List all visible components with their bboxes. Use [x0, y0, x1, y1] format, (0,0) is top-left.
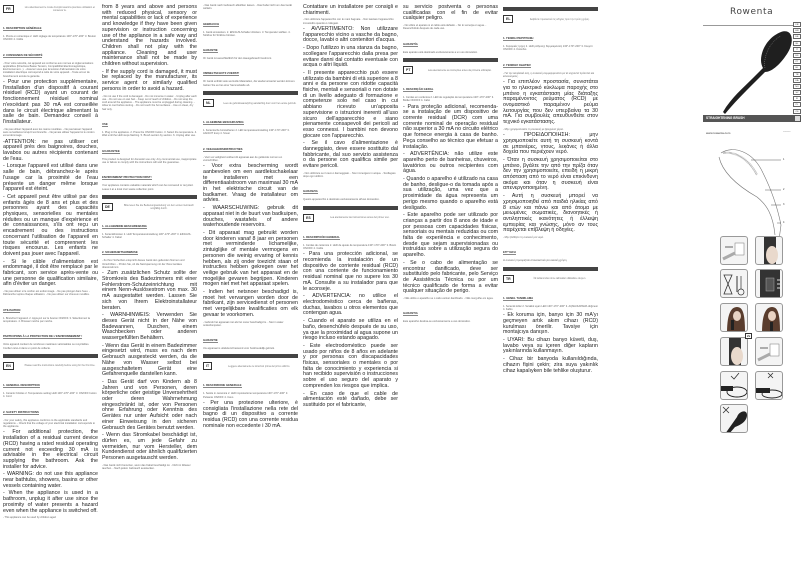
section-heading: 2. SICHERHEITSHINWEISE [102, 250, 138, 255]
safety-warning-paragraph: - Cuando el aparato se utiliza en el baño, desenchúfelo después de su uso, ya que la proximidad al agua supone un riesgo incluso estando apagado. [303, 318, 398, 342]
section-divider-bar [3, 354, 98, 358]
language-section-header [3, 362, 98, 370]
section-divider-bar [403, 58, 498, 62]
section-divider-bar [303, 206, 398, 210]
section-heading: 1. ALGEMENE BESCHRIJVING [203, 120, 244, 125]
section-divider-bar [203, 91, 298, 95]
fine-print-paragraph: - Das Gerät nach Gebrauch abkühlen lassen. - Das Kabel nicht um das Gerät wickeln. [203, 4, 292, 11]
safety-warning-paragraph: - Ek koruma için, banyo için 30 mA'yı geçmeyen artık akım cihazı (RCD) kurulması önerilir. Tavsiye için montajcıya danışın. [503, 312, 598, 336]
safety-warning-paragraph: - Il presente apparecchio può essere utilizzato da bambini di età superiore a 8 anni e da persone con ridotte capacità fisiche, mentali e sensoriali o non dotate di un livello adeguato di formazione e competenze solo nel caso in cui abbiano ricevuto un'apposita supervisione o istruzioni inerenti all'uso sicuro dell'apparecchio e siano pienamente consapevoli dei pericoli ad esso connessi. I bambini non devono giocare con l'apparecchio. [303, 69, 398, 139]
part-label: 1 [783, 158, 785, 161]
read-instructions-note: İlk kullanımdan önce talimatları dikkatlice okuyun. [533, 277, 587, 281]
do-not-touch-bristles-icon [720, 404, 748, 433]
language-tab[interactable]: IT [793, 47, 801, 52]
language-code: ES [303, 214, 314, 222]
cord-storage-correct-icon [720, 371, 748, 400]
safety-warning-paragraph: - If the supply cord is damaged, it must be replaced by the manufacturer, its service agent or similarly qualified persons in order to avoid a hazard. [102, 68, 197, 92]
section-heading: ENVIRONMENT PROTECTION FIRST! [102, 175, 152, 180]
safety-warning-paragraph: - Este aparelho pode ser utilizado por crianças a partir dos 8 anos de idade e por pessoas com capacidades físicas, sensoriais ou mentais reduzidas ou com falta de experiência e conhecimento, desde que sejam supervisionadas ou instruídas sobre a utilização segura do aparelho. [403, 212, 498, 259]
read-instructions-note: Lees de gebruiksaanwijzing aandachtig door voor het eerste gebruik. [223, 101, 297, 105]
fine-print-paragraph: 1. Cerdas em cerâmica 2. LED de regulação de temperatura 130°-170°-200° 3. Botão ON/OFF 4. Cabo [403, 96, 494, 103]
unplug-icon [755, 337, 783, 366]
brush-parts-diagram [713, 145, 793, 240]
section-heading: 2. CONSIGNES DE SÉCURITÉ [3, 52, 43, 57]
section-heading: 1. DESCRIPTION GÉNÉRALE [3, 26, 42, 30]
language-section-header [102, 203, 197, 211]
safety-warning-paragraph: from 8 years and above and persons with reduced physical, sensory or mental capabilities or lack of experience and knowledge if they have been given supervision or instruction concerning use of the appliance in a safe way and understand the hazards involved. Children shall not play with the appliance. Cleaning and user maintenance shall not be made by children without supervision. [102, 4, 197, 68]
safety-warning-paragraph: - ΠΡΟΕΙΔΟΠΟΙΗΣΗ: μην χρησιμοποιείτε αυτή τη συσκευή κοντά σε μπανιέρες, ντους, λεκάνες ή άλλα δοχεία που περιέχουν νερό. [503, 132, 598, 156]
safety-warning-paragraph: - Das Gerät darf von Kindern ab 8 Jahren und von Personen, deren körperliche oder geistige Unversehrtheit oder deren Wahrnehmung eingeschränkt ist, oder von Personen ohne Erfahrung oder Kenntnis des Gerätes nur unter Aufsicht oder nach einer Einweisung in den sicheren Gebrauch des Gerätes benutzt werden. [102, 378, 197, 431]
section-heading: GARANTIA [403, 311, 418, 316]
part-label: 4 [783, 221, 785, 224]
safety-warning-paragraph: - Para proteção adicional, recomenda-se a instalação de um dispositivo de corrente residual (DCR) com uma corrente nominal de operação residual não superior a 30 mA no circuito elétrico que fornece energia à casa de banho. Peça conselho ao técnico que efetuar a instalação. [403, 103, 498, 150]
fine-print-paragraph: - Για την ασφάλειά σας, η συσκευή συμμορφώνεται με τα ισχύοντα πρότυπα και κανονισμούς. [503, 71, 595, 78]
safety-warning-paragraph: - Pour une protection supplémentaire, l'installation d'un dispositif à courant résiduel (RCD) ayant un courant de fonctionnement résiduel nominal n'excédant pas 30 mA est conseillée dans le circuit électrique alimentant la salle de bain. Demandez conseil à l'installateur. [3, 79, 98, 125]
safety-warning-paragraph: - For additional protection, the installation of a residual current device (RCD) having a rated residual operating current not exceeding 30 mA is advisable in the electrical circuit supplying the bathroom. Ask the installer for advice. [3, 429, 98, 470]
language-tab[interactable]: PL [793, 102, 801, 107]
fine-print-paragraph: 1. Branchez l'appareil. 2. Appuyez sur le bouton ON/OFF. 3. Sélectionnez la température. 4. Brossez mèche par mèche. [3, 316, 91, 324]
section-heading: GARANZIA [303, 189, 318, 194]
safety-warning-paragraph: - Se o cabo de alimentação se encontrar danificado, deve ser substituído pelo fabricante, pelo Serviço de Assistência Técnica ou por um técnico qualificado de forma a evitar qualquer situação de perigo. [403, 259, 498, 295]
language-code: TR [503, 275, 514, 283]
safety-warning-paragraph: - Lorsque l'appareil est utilisé dans une salle de bain, débranchez-le après l'usage car la proximité de l'eau présente un danger même lorsque l'appareil est éteint. [3, 163, 98, 193]
safety-warning-paragraph: - Όταν η συσκευή χρησιμοποιείται στο μπάνιο, βγάλτε την από την πρίζα όταν δεν την χρησιμοποιείτε, επειδή η μικρή απόσταση από το νερό είναι επικίνδυνη ακόμα και όταν η συσκευή είναι απενεργοποιημένη. [503, 156, 598, 192]
fine-print-paragraph: Ihr Gerät ist ausschließlich für den Hausgebrauch bestimmt. [203, 57, 272, 61]
safety-warning-paragraph: - ADVERTÊNCIA: não utilize este aparelho perto de banheiras, chuveiros, lavatórios ou outros recipientes com água. [403, 151, 498, 175]
safety-warning-paragraph: - When the appliance is used in a bathroom, unplug it after use since the proximity of water presents a hazard even when the appliance is switched off. [3, 490, 98, 514]
safety-warning-paragraph: - Si le câble d'alimentation est endommagé, il doit être remplacé par le fabricant, son service après-vente ou une personne de qualification similaire, afin d'éviter un danger. [3, 258, 98, 288]
language-section-header [503, 15, 598, 23]
fine-print-paragraph: - Ne pas utiliser si le cordon est endommagé. - Ne pas plonger dans l'eau. - Débrancher après chaque utilisation. - Ne pas utiliser sur cheveux mouillés. [3, 290, 90, 297]
text-column [3, 3, 98, 563]
language-code: IT [203, 362, 212, 370]
section-heading: UMWELTSCHUTZ ZUERST! [203, 71, 240, 76]
press-twice-badge: 2x [747, 334, 751, 338]
fine-print-paragraph: Uw apparaat is uitsluitend bestemd voor huishoudelijk gebruik. [203, 347, 275, 351]
read-instructions-note: Leia atentamente as instruções antes da primeira utilização. [427, 68, 492, 72]
section-heading: GARANTÍA [403, 41, 418, 46]
section-heading: GEBRAUCH [203, 21, 220, 26]
text-column [203, 3, 298, 563]
fine-print-paragraph: 1. Keramische borstelharen 2. LED temperatuurinstelling 130°-170°-200° 3. AAN/UIT knop 4. Snoer [203, 129, 290, 136]
fine-print-paragraph: Votre appareil contient de nombreux matériaux valorisables ou recyclables. Confiez celui-ci dans un point de collecte. [3, 343, 90, 350]
cover-page [703, 0, 802, 566]
safety-warning-paragraph: - Dopo l'utilizzo in una stanza da bagno, scollegare l'apparecchio dalla presa per evitare danni dal contatto eventuale con acqua o altri liquidi. [303, 45, 398, 69]
safety-warning-paragraph: - ADVERTENCIA: no utilice el electrodoméstico cerca de bañeras, duchas, lavabos u otros elementos que contengan agua. [303, 293, 398, 317]
section-heading: 1. DESCRIPCIÓN GENERAL [303, 234, 340, 239]
language-tab[interactable]: ES [793, 53, 801, 58]
safety-warning-paragraph: - Dit apparaat mag gebruikt worden door kinderen vanaf 8 jaar en personen met verminderde lichamelijke, zintuiglijke of mentale vermogens en personen die weinig ervaring of kennis hebben, als zij onder toezicht staan of instructies hebben gekregen over het veilige gebruik van het apparaat en de mogelijke gevaren begrijpen. Kinderen mogen niet met het apparaat spelen. [203, 230, 298, 288]
safety-warning-paragraph: - Para una protección adicional, se recomienda la instalación de un dispositivo de corriente residual (RCD) con una corriente de funcionamiento residual nominal que no supere los 30 mA. Consulte a su instalador para que le aconseje. [303, 251, 398, 292]
read-instructions-note: Leggere attentamente le istruzioni prima del primo utilizzo. [228, 364, 290, 368]
section-heading: 1. GENEL TANIMLAMA [503, 295, 534, 300]
safety-warning-paragraph: - Quando o aparelho é utilizado na casa de banho, desligue-o da tomada após a sua utilização, uma vez que a proximidade da água representa um perigo mesmo quando o aparelho está desligado. [403, 176, 498, 211]
safety-warning-paragraph: - WARNHINWEIS: Verwenden Sie dieses Gerät nicht in der Nähe von Badewannen, Duschen, einem Waschbecken oder anderen wassergefüllten Behältern. [102, 312, 197, 342]
read-instructions-note: Διαβάστε προσεκτικά τις οδηγίες πριν την πρώτη χρήση. [529, 17, 590, 21]
fine-print-paragraph: Η συσκευή προορίζεται αποκλειστικά για οικιακή χρήση. [503, 259, 568, 263]
fine-print-paragraph: Este aparelho destina-se exclusivamente a uso doméstico. [403, 320, 471, 324]
safety-warning-paragraph: -ATTENTION: ne pas utiliser cet appareil près des baignoires, douches, lavabos ou autres récipients contenant de l'eau. [3, 138, 98, 162]
fine-print-paragraph: 1. Cerdas de cerámica 2. LED de ajuste de temperatura 130°-170°-200° 3. Botón ON/OFF 4. Cable [303, 243, 397, 251]
language-tab[interactable]: TR [793, 72, 801, 77]
fine-print-paragraph: 1. Picots en céramique 2. LED réglage de température 130°-170°-200° 3. Bouton ON/OFF 4. Câble [3, 35, 97, 42]
plug-in-icon [720, 236, 748, 265]
language-tab[interactable]: SV [793, 90, 801, 95]
press-power-off-icon [720, 337, 748, 366]
section-heading: 2. VEILIGHEIDSINSTRUCTIES [203, 146, 243, 151]
section-heading: GUARANTEE [102, 148, 120, 153]
safety-warning-paragraph: - Indien het netsnoer beschadigd is, moet het vervangen worden door de fabrikant, zijn servicedienst of personen met vergelijkbare kwalificaties om elk gevaar te voorkomen. [203, 289, 298, 318]
fine-print-paragraph: - Non utilizzare se il cavo è danneggiato. - Non immergere in acqua. - Scollegare dopo ogni utilizzo. [303, 171, 396, 179]
section-heading: 1. GENERAL DESCRIPTION [3, 382, 40, 387]
read-instructions-note: Bitte lesen Sie die Bedienungsanleitung vor dem ersten Gebrauch sorgfältig durch. [123, 203, 194, 210]
fine-print-paragraph: 1. Setole in ceramica 2. LED impostazione temperatura 130°-170°-200° 3. Pulsante ON/OFF 4. Cavo [203, 392, 289, 399]
read-instructions-note: Lire attentivement le mode d'emploi avant la première utilisation et conserver le. [24, 6, 95, 12]
straightening-brush-image [713, 28, 793, 114]
fine-print-paragraph: - For your safety, this appliance conforms to the applicable standards and regulations. - Check that the voltage of your electrical installation corresponds to the appliance. [3, 418, 95, 429]
fine-print-paragraph: - This appliance can be used by children aged [3, 516, 56, 520]
fine-print-paragraph: 1. Seramik kıllar 2. Sıcaklık ayarı LED 130°-170°-200° 3. AÇMA/KAPAMA düğmesi 4. Kablo [503, 304, 598, 311]
read-instructions-note: Lea atentamente las instrucciones antes del primer uso. [330, 216, 390, 220]
section-heading: ΕΓΓΥΗΣΗ [503, 250, 516, 255]
section-heading: UTILISATION [3, 307, 21, 312]
safety-warning-paragraph: - WARNING: do not use this appliance near bathtubs, showers, basins or other vessels containing water. [3, 471, 98, 489]
section-heading: 1. DESCRIÇÃO GERAL [403, 87, 434, 91]
read-instructions-note: Please read the instructions carefully before using for the first time. [24, 364, 96, 368]
safety-warning-paragraph: - Voor extra bescherming wordt aanbevolen om een aardlekschakelaar te installeren met een differentiaalstroom van maximaal 30 mA in het elektrische circuit van de badkamer. Vraag de installateur om advies. [203, 163, 298, 204]
fine-print-paragraph: - Pour votre sécurité, cet appareil est conforme aux normes et réglementations applicables (Directives Basse Tension, Compatibilité Electromagnétique, Environnement...). - Assurez-vous que la tension d'alimentation de votre installation électrique correspond à celle de votre appareil. - Toute erreur de branchement annule la garantie. [3, 61, 94, 78]
section-heading: 1. ALLGEMEINE BESCHREIBUNG [102, 223, 147, 228]
website-link[interactable]: www.rowenta.com [706, 131, 731, 135]
section-heading: GARANTIE [203, 338, 218, 343]
safety-warning-paragraph: - Για επιπλέον προστασία, συνιστάται για το ηλεκτρικό κύκλωμα παροχής στο μπάνιο η εγκατάσταση μίας διάταξης παραμένοντος ρεύματος (RCD) με ονομαστικό παραμένον ρεύμα λειτουργίας που δεν υπερβαίνει τα 30 mA. Για συμβουλές απευθυνθείτε στον τεχνικό εγκατάστασης. [503, 79, 598, 126]
language-code: EL [503, 15, 513, 23]
fine-print-paragraph: This product is designed for domestic use only. Any commercial use, inappropriate use or failure to comply with the instructions will void the guarantee. [102, 157, 197, 164]
press-power-button-icon [755, 236, 783, 265]
text-column [303, 3, 398, 563]
safety-warning-paragraph: - Este electrodoméstico puede ser usado por niños de 8 años en adelante y por personas con discapacidades físicas, sensoriales o mentales o por falta de conocimiento y experiencia si han recibido supervisión o instrucciones sobre el uso seguro del aparato y comprenden los riesgos que implica. [303, 342, 398, 389]
text-column [503, 3, 598, 563]
language-code: NL [203, 99, 214, 107]
fine-print-paragraph: Questo apparecchio è destinato esclusivamente all'uso domestico. [303, 198, 380, 202]
section-heading: 1. ΓΕΝΙΚΗ ΠΕΡΙΓΡΑΦΗ [503, 36, 534, 40]
language-code: DE [102, 203, 113, 211]
wait-heat-up-icon [720, 269, 748, 298]
safety-warning-paragraph: - AVVERTIMENTO: Non utilizzare l'apparecchio vicino a vasche da bagno, docce, lavabi o altri contenitori d'acqua. [303, 26, 398, 44]
fine-print-paragraph: - Do not use if the cord is damaged. - Do not immerse in water. - Unplug after each use. - Do not use on wet hair. - Keep out of reach of children. - Do not wrap the cord around the appliance. - The appliance must be unplugged during cleaning. - Allow to cool before storing. - Do not touch the hot surfaces. - Use on clean, dry hair only. [102, 94, 197, 111]
safety-warning-paragraph: - UYARI: Bu cihazı banyo küveti, duş, lavabo veya su içeren diğer kapların yakınlarında kullanmayın. [503, 337, 598, 355]
safety-warning-paragraph: su servicio postventa o personas cualificadas con el fin de evitar cualquier peligro. [403, 4, 498, 22]
language-section-header [3, 5, 98, 13]
brushing-hair-finish-icon [755, 303, 783, 332]
language-tab[interactable]: NL [793, 41, 801, 46]
fine-print-paragraph: - Voor uw veiligheid voldoet dit apparaat aan de geldende normen en voorschriften. [203, 155, 283, 162]
divider [703, 25, 793, 26]
part-label: 2 [783, 188, 785, 191]
fine-print-paragraph: - Non utilizzare l'apparecchio con le mani bagnate. - Non lasciare l'apparecchio incustodito quando è collegato. [303, 18, 394, 25]
fine-print-paragraph: 1. Ceramic bristles 2. Temperature setting LED 130°-170°-200° 3. ON/OFF button 4. Cord [3, 391, 97, 399]
fine-print-paragraph: - Não utilize o aparelho se o cabo estiver danificado. - Não mergulhe em água. [403, 297, 494, 301]
document-code: ▭▭▭▭ [783, 131, 791, 133]
language-section-header [503, 275, 598, 283]
language-tab[interactable]: EN [793, 28, 801, 33]
safety-warning-paragraph: - En caso de que el cable de alimentación esté dañado, debe ser sustituido por el fabricante, [303, 390, 398, 408]
temperature-led-icon [755, 269, 783, 298]
language-section-header [203, 362, 298, 370]
fine-print-paragraph: Your appliance contains valuable materials which can be recovered or recycled. Leave it at a local civic waste collection point. [102, 184, 194, 191]
language-section-header [303, 214, 398, 222]
fine-print-paragraph: - Μην χρησιμοποιείτε τη συσκευή με βρεγμένα χέρια. [503, 127, 564, 131]
fine-print-paragraph: 1. Κεραμικές τρίχες 2. LED ρύθμισης θερμοκρασίας 130°-170°-200° 3. Κουμπί ON/OFF 4. Καλώδιο [503, 45, 593, 52]
safety-warning-paragraph: Contattare un installatore per consigli e chiarimenti. [303, 4, 398, 16]
fine-print-paragraph: - Das Gerät nicht benutzen, wenn das Kabel beschädigt ist. - Nicht in Wasser tauchen. - Nach jedem Gebrauch ausstecken. [102, 463, 191, 471]
safety-warning-paragraph: - Wenn das Gerät in einem Badezimmer eingesetzt wird, muss es nach dem Gebrauch ausgesteckt werden, da die Nähe von Wasser selbst bei ausgeschaltetem Gerät eine Gefahrenquelle darstellen kann. [102, 342, 197, 378]
fine-print-paragraph: - Gebruik het apparaat niet als het snoer beschadigd is. - Niet in water onderdompelen. [203, 320, 284, 327]
text-column [102, 3, 197, 563]
section-heading: GARANTIE [203, 48, 218, 53]
rowenta-logo: Rowenta [730, 7, 774, 17]
safety-warning-paragraph: - Zum zusätzlichen Schutz sollte der Stromkreis des Badezimmers mit einer Fehlerstrom-Schutzeinrichtung mit einem Nenn-Auslösestrom von max. 30 mA ausgestattet werden. Lassen Sie sich von Ihrem Elektroinstallateur beraten. [102, 270, 197, 311]
section-divider-bar [102, 195, 197, 199]
text-column [403, 3, 498, 563]
brushing-hair-icon [720, 303, 748, 332]
language-tab[interactable]: NO [793, 84, 801, 89]
tab-marker [795, 116, 800, 121]
language-tab[interactable]: FI [793, 96, 801, 101]
fine-print-paragraph: - Zu Ihrer Sicherheit entspricht dieses Gerät den geltenden Normen und Vorschriften. - Prüfen Sie, ob die Netzspannung mit der Ihres Gerätes übereinstimmt. [102, 259, 185, 269]
fine-print-paragraph: - Μην βυθίζετε τη συσκευή σε νερό. [503, 236, 544, 240]
language-tab[interactable]: FR [793, 22, 801, 27]
fine-print-paragraph: - Ne pas utiliser l'appareil avec les mains mouillées. - Ne pas laisser l'appareil sans surveillance lorsqu'il est branché. - Ne jamais utiliser l'appareil si le cordon est endommagé. [3, 127, 95, 138]
language-tab[interactable]: DA [793, 78, 801, 83]
language-section-header [403, 66, 498, 74]
section-divider-bar [503, 7, 598, 11]
safety-warning-paragraph: - Per una protezione ulteriore, è consigliata l'installazione nella rete del bagno di un dispositivo a corrente residua (RCD) con una corrente residua nominale non eccedente i 30 mA. [203, 400, 298, 429]
section-heading: PARTICIPONS À LA PROTECTION DE L'ENVIRONNEMENT ! [3, 334, 83, 339]
section-heading: 1. DESCRIZIONE GENERALE [203, 383, 242, 388]
language-tab[interactable]: EL [793, 65, 801, 70]
safety-warning-paragraph: - WAARSCHUWING: gebruik dit apparaat niet in de buurt van badkuipen, douches, wastafels of andere waterhoudende reservoirs. [203, 205, 298, 229]
language-code: PT [403, 66, 413, 74]
fine-print-paragraph: 1. Plug in the appliance. 2. Press the ON/OFF button. 3. Select the temperature. 4. Wait until the LED stops flashing. 5. Brush section by section. 6. Unplug after use. [102, 131, 197, 138]
language-tab[interactable]: CS [793, 109, 801, 114]
product-title: STRAIGHTENING BRUSH [706, 116, 745, 120]
safety-warning-paragraph: - Se il cavo d'alimentazione è danneggiato, deve essere sostituito dal fabbricante, dal suo servizio assistenza o da persone con qualifica simile per evitare pericoli. [303, 140, 398, 170]
language-tab[interactable]: DE [793, 34, 801, 39]
fine-print-paragraph: Este aparato está destinado exclusivamente a un uso doméstico. [403, 50, 478, 54]
safety-warning-paragraph: - Αυτή η συσκευή μπορεί να χρησιμοποιηθεί από παιδιά ηλικίας από 8 ετών και πάνω και από άτομα με μειωμένες σωματικές, διανοητικές ή αντιληπτικές ικανότητες ή έλλειψη εμπειρίας και γνώσης, μόνο αν τους παρέχεται επίβλεψη ή οδηγίες. [503, 193, 598, 234]
fine-print-paragraph: Ihr Gerät enthält viele wertvolle Materialien, die wiederverwertet werden können. Geben Sie es bei einer Sammelstelle ab. [203, 80, 296, 87]
fine-print-paragraph: 1. Gerät einstecken. 2. EIN/AUS-Schalter drücken. 3. Temperatur wählen. 4. Strähne für Strähne bürsten. [203, 30, 291, 37]
safety-warning-paragraph: - Cet appareil peut être utilisé par des enfants âgés de 8 ans et plus et des personnes ayant des capacités physiques, sensorielles ou mentales réduites ou un manque d'expérience et de connaissances, s'ils ont reçu un encadrement ou des instructions concernant l'utilisation de l'appareil en toute sécurité et comprennent les risques encourus. Les enfants ne doivent pas jouer avec l'appareil. [3, 193, 98, 257]
language-section-header [203, 99, 298, 107]
section-heading: USE [102, 122, 108, 127]
product-title-bar [703, 115, 801, 122]
section-divider-bar [503, 267, 598, 271]
language-code: EN [3, 362, 14, 370]
fine-print-paragraph: - No utilice el aparato si el cable está dañado. - No lo sumerja en agua. - Desenchúfelo después de cada uso. [403, 24, 487, 31]
section-heading: 2. SAFETY INSTRUCTIONS [3, 409, 39, 414]
language-code: FR [3, 5, 14, 13]
part-label: 3 [783, 203, 785, 206]
language-tab[interactable]: PT [793, 59, 801, 64]
section-heading: 2. ΓΕΝΙΚΕΣ ΟΔΗΓΙΕΣ [503, 62, 531, 67]
cord-storage-wrong-icon [755, 371, 783, 400]
safety-warning-paragraph: - Cihaz bir banyoda kullanıldığında, cihazın fişini çekin; zira suya yakınlık cihaz kapalıyken bile tehlike oluşturur. [503, 356, 598, 374]
language-tabs [793, 22, 801, 115]
safety-warning-paragraph: - Wenn das Stromkabel beschädigt ist, dürfen es, um jede Gefahr zu vermeiden, nur vom Hersteller, dem Kundendienst oder ähnlich qualifizierten Personen ausgetauscht werden. [102, 432, 197, 462]
fine-print-paragraph: 1. Keramikborsten 2. LED Temperatureinstellung 130°-170°-200° 3. EIN/AUS-Schalter 4. Kabel [102, 232, 192, 240]
section-divider-bar [203, 354, 298, 358]
